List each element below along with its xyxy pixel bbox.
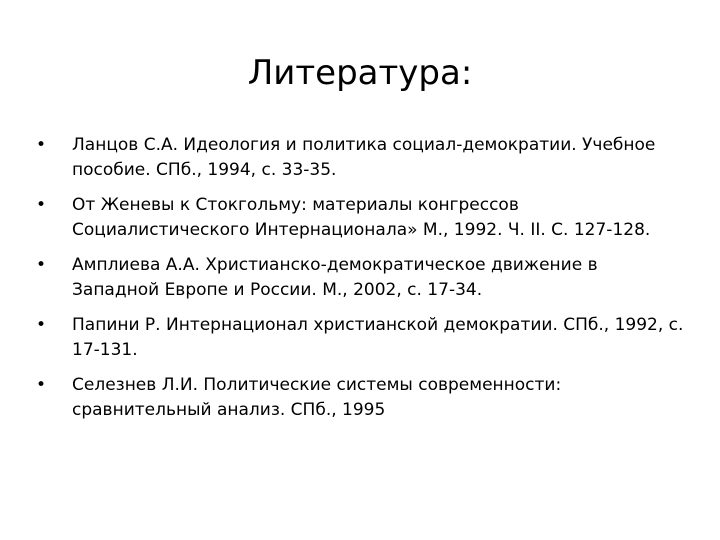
bullet-icon: • <box>36 195 47 215</box>
bullet-icon: • <box>36 375 47 395</box>
list-item <box>36 253 686 303</box>
list-item <box>36 193 686 243</box>
list-item-text: Ланцов С.А. Идеология и политика социал-демократии. Учебное пособие. СПб., 1994, с. 33-35. <box>72 135 656 180</box>
bullet-icon: • <box>36 135 47 155</box>
list-item-text: Амплиева А.А. Христианско-демократическое движение в Западной Европе и России. М., 2002, с. 17-34. <box>72 255 598 300</box>
list-item <box>36 313 686 363</box>
list-item-text: От Женевы к Стокгольму: материалы конгрессов Социалистического Интернационала» М., 1992. Ч. II. С. 127-128. <box>72 195 651 240</box>
list-item <box>36 373 686 423</box>
bibliography-list <box>36 133 686 433</box>
list-item-text: Папини Р. Интернационал христианской демократии. СПб., 1992, с. 17-131. <box>72 315 684 360</box>
slide-title: Литература: <box>247 53 473 93</box>
list-item <box>36 133 686 183</box>
bullet-icon: • <box>36 315 47 335</box>
bullet-icon: • <box>36 255 47 275</box>
list-item-text: Селезнев Л.И. Политические системы современности: сравнительный анализ. СПб., 1995 <box>72 375 562 420</box>
